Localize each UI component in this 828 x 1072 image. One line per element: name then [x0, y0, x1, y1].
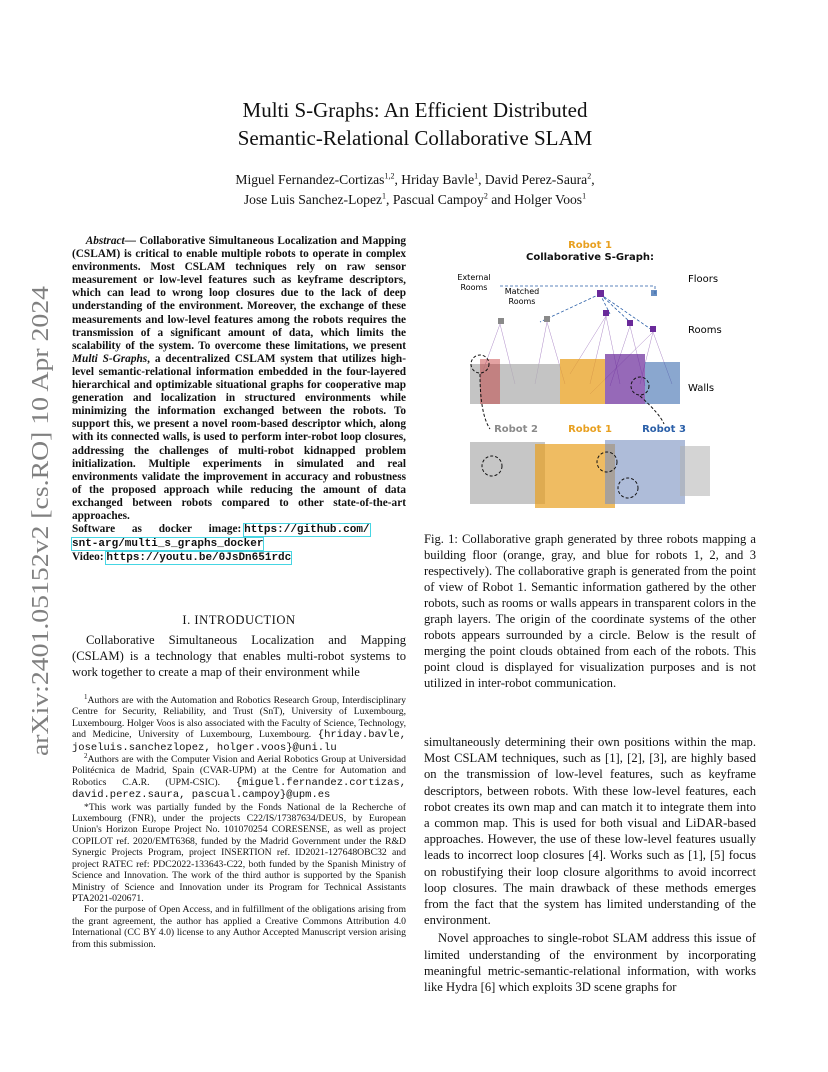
author-name: , Pascual Campoy: [386, 192, 484, 207]
arxiv-stamp: [14, 286, 62, 766]
abstract-body: [72, 235, 406, 522]
software-link-continued[interactable]: snt-arg/multi_s_graphs_docker: [72, 538, 264, 551]
room-node: [650, 326, 656, 332]
section-heading: I. INTRODUCTION: [182, 613, 296, 627]
affiliation-mark: 1,2: [384, 171, 395, 181]
body-paragraph: simultaneously determining their own positions within the map. Most CSLAM techniques, such as [1], [2], [3], are highly based on the transmission of low-level features, such as keyframe descriptors, between robots. With these low-level features, each robot creates its own map and can match it to integrate them into a common map. This is used for both visual and LiDAR-based approaches. However, the use of these low-level features usually leads to incorrect loop closures [4]. Works such as [1], [5] focus on robustifying their loop closure algorithms to avoid incorrect loop closures. The main drawback of these methods emerges from the fact that the system has limited understanding of the environment.: [424, 735, 756, 928]
author-list: [160, 170, 670, 210]
footnote-2-text: Authors are with the Computer Vision and Aerial Robotics Group at Universidad Politécnica de Madrid, Spain (CVAR-UPM) at the Centre for Automation and Robotics C.A.R. (UPM-CSIC).: [72, 754, 406, 788]
footnote-open-access: For the purpose of Open Access, and in fulfillment of the obligations arising from the grant agreement, the author has applied a Creative Commons Attribution 4.0 International (CC BY 4.0) license to any Author Accepted Manuscript version arising from this submission.: [72, 904, 406, 950]
software-link[interactable]: [244, 524, 369, 536]
figure-matched-rooms-label: Matched: [504, 287, 540, 296]
figure-caption: Fig. 1: Collaborative graph generated by three robots mapping a building floor (orange, gray, and blue for robots 1, 2, and 3 respectively). The collaborative graph is generated from the point of view of Robot 1. Semantic information gathered by the other robots, such as rooms or walls appears in transparent colors in the graph layers. The origin of the coordinate systems of the other robots appears surrounded by a circle. Below is the result of merging the point clouds obtained from each of the robots. This point cloud is displayed for visualization purposes and is not utilized in inter-robot communication.: [424, 532, 756, 690]
right-column-body: [424, 734, 756, 995]
author-name: and Holger Voos: [487, 192, 583, 207]
room-node: [627, 320, 633, 326]
abstract-text-part-2: , a decentralized CSLAM system that utilizes high-level semantic-relational information embedded in the four-layered hierarchical and optimizable situational graphs for cooperative map generation and localization in structured environments while minimizing the information exchanged between the robots. To support this, we present a novel room-based descriptor which, along with its connected walls, is used to perform inter-robot loop closures, addressing the challenges of multi-robot kidnapped problem initialization. Multiple experiments in simulated and real environments validate the improvement in accuracy and robustness of the proposed approach while reducing the amount of data exchanged between robots compared to other state-of-the-art approaches.: [72, 352, 406, 522]
title-line-1: Multi S-Graphs: An Efficient Distributed: [242, 98, 588, 122]
figure-matched-rooms-label-2: Rooms: [508, 297, 536, 306]
figure-rooms-label: Rooms: [688, 325, 722, 336]
title-line-2: Semantic-Relational Collaborative SLAM: [237, 126, 593, 150]
figure-robot1-top-label: Robot 1: [568, 240, 612, 251]
figure-external-rooms-label-2: Rooms: [460, 283, 488, 292]
affiliation-mark: 2: [587, 171, 592, 181]
author-name: Jose Luis Sanchez-Lopez: [243, 192, 383, 207]
figure-collaborative-graph: [440, 234, 740, 524]
figure-walls-label: Walls: [688, 383, 715, 394]
software-label: Software as docker image:: [72, 523, 242, 536]
room-node: [498, 318, 504, 324]
author-name: Miguel Fernandez-Cortizas: [235, 172, 385, 187]
figure-floors-label: Floors: [688, 274, 719, 285]
affiliation-mark: 1: [474, 171, 479, 181]
footnote-mark: 2: [84, 751, 88, 760]
authors-line-2: [160, 190, 670, 210]
software-line: [72, 523, 406, 551]
author-name: , David Perez-Saura: [478, 172, 588, 187]
affiliation-mark: 1: [382, 191, 387, 201]
footnotes: [72, 692, 407, 950]
walls-layer: [470, 354, 680, 404]
system-name: Multi S-Graphs: [72, 352, 148, 365]
footnote-2-emails: {miguel.fernandez.cortizas, david.perez.saura, pascual.campoy}@upm.es: [72, 776, 407, 802]
paper-title: [120, 96, 710, 152]
affiliation-mark: 1: [582, 191, 587, 201]
merged-point-cloud: [470, 440, 710, 508]
abstract: [72, 235, 406, 565]
abstract-label: Abstract: [85, 235, 125, 247]
arxiv-id: arXiv:2401.05152v2 [cs.RO] 10 Apr 2024: [28, 349, 54, 756]
figure-robot2-label: Robot 2: [494, 424, 538, 435]
body-paragraph: Novel approaches to single-robot SLAM address this issue of limited understanding of the environment by incorporating meaningful metric-semantic-relational information, with works like Hydra [6] which exploits 3D scene graphs for: [424, 931, 756, 995]
video-link[interactable]: https://youtu.be/0JsDn651rdc: [106, 552, 292, 565]
floor-node: [651, 290, 657, 296]
footnote-2: [72, 751, 407, 802]
figure-graph-title: Collaborative S-Graph:: [525, 252, 655, 263]
room-layer: [498, 310, 656, 332]
room-node: [603, 310, 609, 316]
authors-line-1: [160, 170, 670, 190]
figure-robot3-label: Robot 3: [642, 424, 686, 435]
software-link-part-1[interactable]: https://github.com/: [244, 524, 370, 537]
intro-paragraph: Collaborative Simultaneous Localization and Mapping (CSLAM) is a technology that enables multi-robot systems to work together to create a map of their environment while: [72, 633, 406, 680]
video-label: Video:: [72, 551, 104, 564]
author-name: , Hriday Bavle: [394, 172, 475, 187]
footnote-funding: *This work was partially funded by the Fonds National de la Recherche of Luxembourg (FNR), under the projects C22/IS/17387634/DEUS, by European Union's Horizon Europe Project No. 101070254 CORESENSE, as well as project COPILOT ref. 2020/EMT6368, funded by the Madrid Government under the R&D Synergic Projects Program, project INSERTION ref. ID2021-127648OBC32 and project RATEC ref: PDC2022-133643-C22, both funded by the Spanish Ministry of Science and Innovation. The work of the third author is supported by the Spanish Ministry of Science and Innovation under its Program for Technical Assistants PTA2021-020671.: [72, 801, 406, 904]
affiliation-mark: 2: [483, 191, 488, 201]
author-separator: ,: [591, 172, 595, 187]
video-line: [72, 551, 406, 565]
footnote-1: [72, 692, 406, 754]
room-node: [544, 316, 550, 322]
footnote-1-emails: {hriday.bavle, joseluis.sanchezlopez, holger.voos}@uni.lu: [72, 729, 406, 754]
footnote-mark: 1: [84, 692, 88, 701]
footnote-1-text: Authors are with the Automation and Robotics Research Group, Interdisciplinary Centre for Security, Reliability, and Trust (SnT), University of Luxembourg, Luxembourg. Holger Voos is also associated with the Faculty of Science, Technology, and Medicine, University of Luxembourg, Luxembourg.: [72, 695, 406, 741]
arxiv-stamp-svg: [14, 286, 62, 766]
figure-graphic: [440, 234, 740, 524]
abstract-text-part-1: — Collaborative Simultaneous Localization and Mapping (CSLAM) is critical to enable multiple robots to operate in complex environments. Most CSLAM techniques rely on raw sensor measurement or low-level features such as keyframe descriptors, which can lead to wrong loop closures due to the lack of deep understanding of the environment. Moreover, the exchange of these measurements and low-level features among the robots requires the transmission of a significant amount of data, which limits the scalability of the system. To overcome these limitations, we present: [72, 235, 407, 352]
figure-robot1-label: Robot 1: [568, 424, 612, 435]
floor-node: [597, 290, 604, 297]
figure-external-rooms-label: External: [457, 273, 491, 282]
